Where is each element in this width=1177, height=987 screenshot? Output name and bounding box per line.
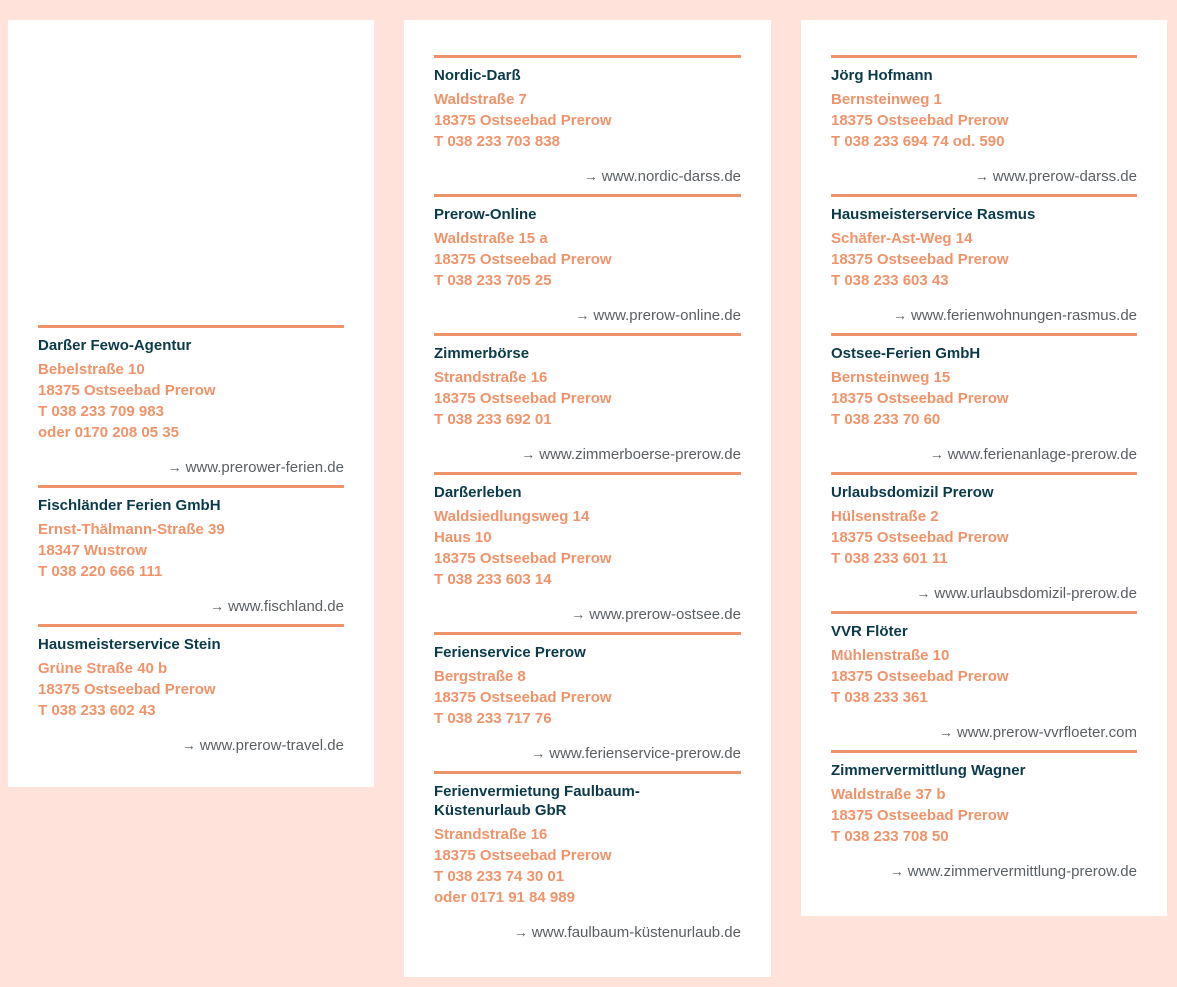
listing-entry (434, 632, 741, 764)
website-link[interactable] (434, 922, 741, 943)
website-link[interactable] (434, 166, 741, 187)
arrow-right-icon: → (571, 606, 586, 622)
listing-detail: Ernst-Thälmann-Straße 39 (38, 521, 225, 538)
website-link-text[interactable]: www.ferienanlage-prerow.de (947, 446, 1137, 463)
website-link[interactable] (434, 305, 741, 326)
listing-detail: Bergstraße 8 (434, 668, 526, 685)
arrow-right-icon: → (531, 745, 546, 761)
listing-detail: Strandstraße 16 (434, 826, 548, 843)
website-link-text[interactable]: www.nordic-darss.de (601, 168, 741, 185)
listing-detail: T 038 233 603 14 (434, 571, 552, 588)
website-link-text[interactable]: www.ferienwohnungen-rasmus.de (911, 307, 1137, 324)
listing-detail: T 038 233 603 43 (831, 272, 949, 289)
listing-detail: 18375 Ostseebad Prerow (831, 112, 1009, 129)
listing-detail: T 038 233 74 30 01 (434, 868, 565, 885)
website-link-text[interactable]: www.prerow-vvrfloeter.com (956, 724, 1137, 741)
arrow-right-icon: → (181, 737, 196, 753)
listing-name: Zimmervermittlung Wagner (831, 762, 1026, 779)
listing-name: Fischländer Ferien GmbH (38, 497, 221, 514)
listing-name: Jörg Hofmann (831, 67, 933, 84)
arrow-right-icon: → (583, 168, 598, 184)
listing-detail: T 038 233 602 43 (38, 702, 156, 719)
listing-detail: 18347 Wustrow (38, 542, 147, 559)
listing-detail: 18375 Ostseebad Prerow (831, 668, 1009, 685)
listing-detail: Haus 10 (434, 529, 492, 546)
listing-detail: Bernsteinweg 15 (831, 369, 951, 386)
arrow-right-icon: → (916, 585, 931, 601)
website-link[interactable] (38, 596, 344, 617)
arrow-right-icon: → (210, 598, 225, 614)
arrow-right-icon: → (167, 459, 182, 475)
website-link-text[interactable]: www.prerow-ostsee.de (589, 606, 741, 623)
listing-name: Darßerleben (434, 484, 522, 501)
listing-detail: T 038 233 708 50 (831, 828, 949, 845)
arrow-right-icon: → (929, 446, 944, 462)
listing-name: Zimmerbörse (434, 345, 530, 362)
listing-entry (831, 333, 1137, 465)
website-link-text[interactable]: www.zimmervermittlung-prerow.de (907, 863, 1137, 880)
listing-entry (831, 472, 1137, 604)
listing-name: Prerow-Online (434, 206, 537, 223)
website-link-text[interactable]: www.prerower-ferien.de (185, 459, 344, 476)
website-link[interactable] (831, 861, 1137, 882)
website-link[interactable] (831, 722, 1137, 743)
listing-entry (38, 485, 344, 617)
website-link[interactable] (38, 735, 344, 756)
website-link[interactable] (831, 305, 1137, 326)
listing-name: Darßer Fewo-Agentur (38, 337, 192, 354)
listing-entry (434, 472, 741, 625)
listing-detail: T 038 233 694 74 od. 590 (831, 133, 1005, 150)
listing-name: VVR Flöter (831, 623, 908, 640)
website-link-text[interactable]: www.prerow-travel.de (199, 737, 344, 754)
listing-entry (831, 611, 1137, 743)
website-link[interactable] (434, 743, 741, 764)
listing-name: Hausmeisterservice Rasmus (831, 206, 1036, 223)
listing-detail: T 038 233 703 838 (434, 133, 560, 150)
listing-detail: 18375 Ostseebad Prerow (434, 550, 612, 567)
website-link-text[interactable]: www.ferienservice-prerow.de (549, 745, 741, 762)
listing-detail: T 038 233 692 01 (434, 411, 552, 428)
listing-detail: Mühlenstraße 10 (831, 647, 950, 664)
listing-detail: oder 0170 208 05 35 (38, 424, 179, 441)
arrow-right-icon: → (974, 168, 989, 184)
listing-detail: 18375 Ostseebad Prerow (831, 390, 1009, 407)
column-2 (404, 20, 771, 977)
listing-detail: 18375 Ostseebad Prerow (38, 681, 216, 698)
website-link[interactable] (434, 444, 741, 465)
listing-detail: Waldsiedlungsweg 14 (434, 508, 590, 525)
listing-detail: Strandstraße 16 (434, 369, 548, 386)
listing-detail: 18375 Ostseebad Prerow (831, 807, 1009, 824)
listing-detail: 18375 Ostseebad Prerow (434, 251, 612, 268)
arrow-right-icon: → (513, 924, 528, 940)
listing-detail: oder 0171 91 84 989 (434, 889, 575, 906)
listing-detail: T 038 233 709 983 (38, 403, 164, 420)
listing-name: Nordic-Darß (434, 67, 521, 84)
column-3 (801, 20, 1167, 916)
listing-detail: 18375 Ostseebad Prerow (831, 529, 1009, 546)
listing-entry (434, 771, 741, 943)
arrow-right-icon: → (893, 307, 908, 323)
listing-detail: T 038 233 361 (831, 689, 928, 706)
website-link-text[interactable]: www.prerow-darss.de (992, 168, 1137, 185)
listing-detail: T 038 233 717 76 (434, 710, 552, 727)
listing-entry (38, 325, 344, 478)
listing-name: Ostsee-Ferien GmbH (831, 345, 981, 362)
website-link[interactable] (831, 583, 1137, 604)
listing-detail: T 038 220 666 111 (38, 563, 163, 580)
arrow-right-icon: → (575, 307, 590, 323)
listing-detail: Bernsteinweg 1 (831, 91, 942, 108)
listing-name: Hausmeisterservice Stein (38, 636, 221, 653)
listing-detail: 18375 Ostseebad Prerow (831, 251, 1009, 268)
listing-name: Ferienvermietung Faulbaum- Küstenurlaub GbR (434, 783, 640, 819)
listing-detail: Bebelstraße 10 (38, 361, 145, 378)
listing-entry (831, 194, 1137, 326)
listing-detail: Waldstraße 7 (434, 91, 527, 108)
listing-entry (831, 750, 1137, 882)
listing-detail: T 038 233 601 11 (831, 550, 948, 567)
website-link-text[interactable]: www.prerow-online.de (593, 307, 741, 324)
listing-detail: Hülsenstraße 2 (831, 508, 939, 525)
arrow-right-icon: → (521, 446, 536, 462)
arrow-right-icon: → (938, 724, 953, 740)
website-link[interactable] (434, 604, 741, 625)
arrow-right-icon: → (889, 863, 904, 879)
listing-detail: 18375 Ostseebad Prerow (38, 382, 216, 399)
listing-detail: 18375 Ostseebad Prerow (434, 390, 612, 407)
listing-detail: Grüne Straße 40 b (38, 660, 168, 677)
column-1 (8, 20, 374, 787)
listing-entry (831, 55, 1137, 187)
listing-entry (38, 624, 344, 756)
listing-detail: Waldstraße 15 a (434, 230, 548, 247)
listing-detail: Waldstraße 37 b (831, 786, 946, 803)
listing-detail: T 038 233 705 25 (434, 272, 552, 289)
listing-detail: 18375 Ostseebad Prerow (434, 847, 612, 864)
listing-entry (434, 194, 741, 326)
listing-name: Ferienservice Prerow (434, 644, 586, 661)
website-link-text[interactable]: www.zimmerboerse-prerow.de (539, 446, 741, 463)
listing-detail: T 038 233 70 60 (831, 411, 941, 428)
listing-entry (434, 333, 741, 465)
listing-detail: 18375 Ostseebad Prerow (434, 112, 612, 129)
website-link-text[interactable]: www.urlaubsdomizil-prerow.de (934, 585, 1137, 602)
website-link[interactable] (831, 166, 1137, 187)
listing-name: Urlaubsdomizil Prerow (831, 484, 994, 501)
website-link[interactable] (831, 444, 1137, 465)
listing-entry (434, 55, 741, 187)
listing-detail: Schäfer-Ast-Weg 14 (831, 230, 973, 247)
website-link-text[interactable]: www.faulbaum-küstenurlaub.de (531, 924, 741, 941)
website-link-text[interactable]: www.fischland.de (228, 598, 344, 615)
listing-detail: 18375 Ostseebad Prerow (434, 689, 612, 706)
website-link[interactable] (38, 457, 344, 478)
